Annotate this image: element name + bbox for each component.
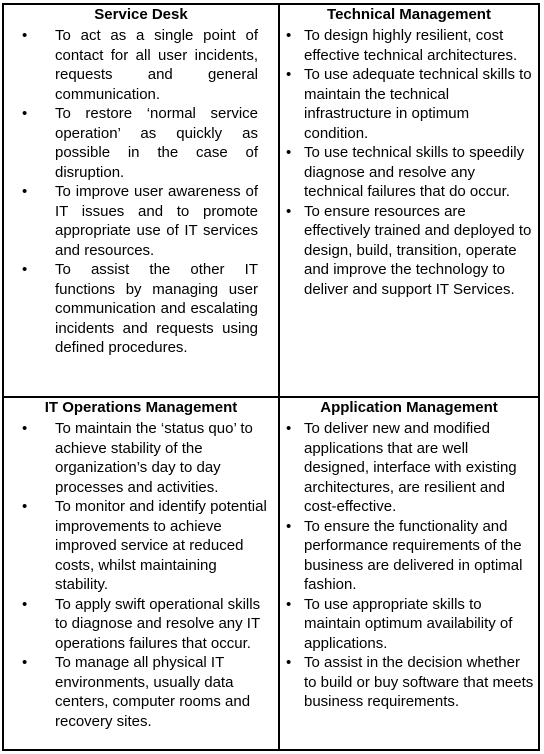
bullet-icon: • <box>286 595 292 613</box>
list-item-text: To assist in the decision whether to build or buy software that meets business requirements. <box>304 654 534 710</box>
service-desk-heading: Service Desk <box>94 6 188 23</box>
list-item <box>4 419 278 497</box>
list-item <box>280 653 538 712</box>
list-item-text: To manage all physical IT environments, usually data centers, computer rooms and recovery sites. <box>55 654 251 730</box>
list-item-text: To improve user awareness of IT issues and to promote appropriate use of IT services and resources. <box>55 183 258 259</box>
list-item-text: To monitor and identify potential improvements to achieve improved service at reduced costs, whilst maintaining stability. <box>55 498 267 593</box>
technical-management-cell <box>280 5 538 396</box>
list-item <box>280 26 538 65</box>
service-desk-list <box>4 26 278 358</box>
list-item-text: To design highly resilient, cost effective technical architectures. <box>304 27 518 64</box>
list-item <box>4 182 278 260</box>
list-item-text: To use adequate technical skills to maintain the technical infrastructure in optimum condition. <box>304 66 532 142</box>
list-item <box>280 419 538 517</box>
bullet-icon: • <box>22 105 28 122</box>
list-item <box>4 26 278 104</box>
bullet-icon: • <box>286 144 292 161</box>
bullet-icon: • <box>286 517 292 535</box>
application-management-list <box>280 419 538 712</box>
list-item <box>4 653 278 731</box>
bullet-icon: • <box>22 183 28 200</box>
bullet-icon: • <box>286 654 292 671</box>
list-item-text: To deliver new and modified applications that are well designed, interface with existing architectures, are resilient and cost-effective. <box>304 420 517 515</box>
list-item <box>4 104 278 182</box>
it-operations-management-heading: IT Operations Management <box>44 399 238 416</box>
bullet-icon: • <box>22 261 28 278</box>
bullet-icon: • <box>22 654 28 671</box>
list-item-text: To ensure the functionality and performance requirements of the business are delivered in optimal fashion. <box>304 517 523 593</box>
bullet-icon: • <box>286 66 292 83</box>
bullet-icon: • <box>286 420 292 437</box>
list-item <box>4 497 278 595</box>
list-item <box>280 202 538 300</box>
list-item <box>280 65 538 143</box>
list-item <box>280 595 538 654</box>
application-management-cell <box>280 398 538 749</box>
technical-management-list <box>280 26 538 299</box>
list-item-text: To maintain the ‘status quo’ to achieve stability of the organization’s day to day processes and activities. <box>55 420 253 496</box>
bullet-icon: • <box>22 27 28 44</box>
list-item <box>280 143 538 202</box>
bullet-icon: • <box>22 420 28 437</box>
list-item-text: To restore ‘normal service operation’ as quickly as possible in the case of disruption. <box>55 105 258 181</box>
list-item <box>4 260 278 358</box>
application-management-heading: Application Management <box>320 399 498 416</box>
it-operations-management-list <box>4 419 278 731</box>
bullet-icon: • <box>286 202 292 220</box>
bullet-icon: • <box>22 595 28 613</box>
list-item-text: To apply swift operational skills to diagnose and resolve any IT operations failures that occur. <box>55 595 261 652</box>
bullet-icon: • <box>286 27 292 44</box>
list-item-text: To use technical skills to speedily diagnose and resolve any technical failures that do occur. <box>304 144 525 200</box>
list-item-text: To ensure resources are effectively trained and deployed to design, build, transition, operate and improve the technology to deliver and support IT Services. <box>304 202 532 298</box>
list-item-text: To assist the other IT functions by managing user communication and escalating incidents and requests using defined procedures. <box>55 261 258 356</box>
technical-management-heading: Technical Management <box>327 6 491 23</box>
list-item-text: To use appropriate skills to maintain optimum availability of applications. <box>304 595 513 652</box>
bullet-icon: • <box>22 498 28 515</box>
list-item <box>280 517 538 595</box>
it-operations-management-cell <box>4 398 278 749</box>
list-item <box>4 595 278 654</box>
list-item-text: To act as a single point of contact for all user incidents, requests and general communication. <box>55 27 258 103</box>
service-desk-cell <box>4 5 278 396</box>
